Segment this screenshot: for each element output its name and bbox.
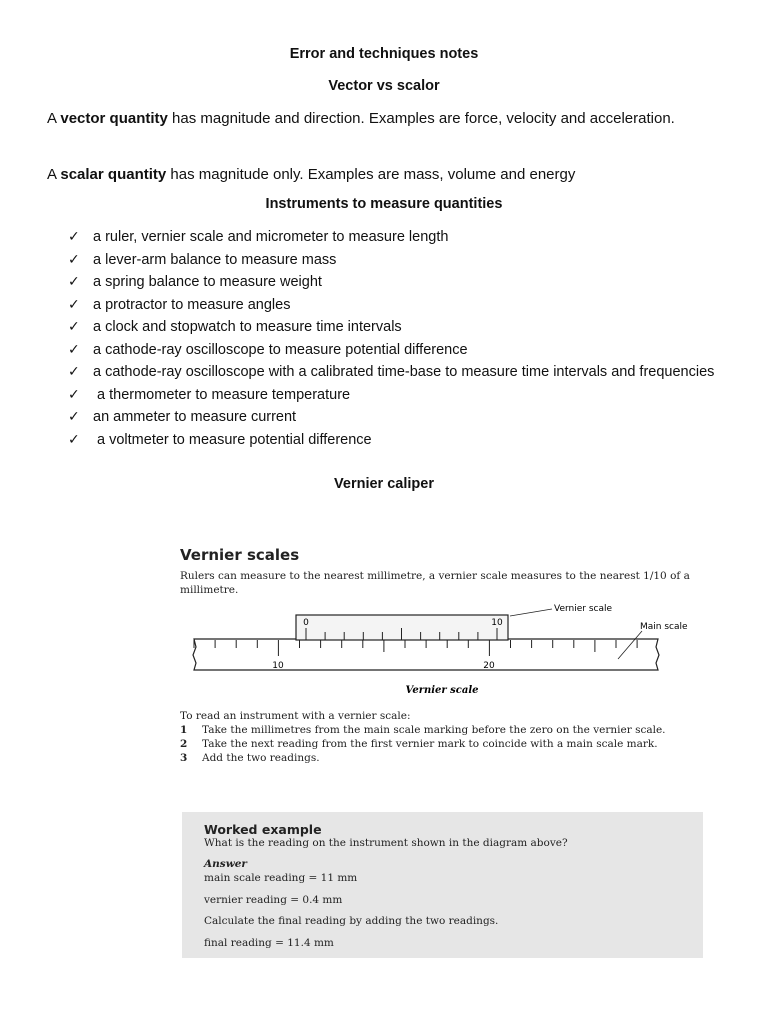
checkmark-icon: ✓ <box>68 251 80 268</box>
step-text: Add the two readings. <box>202 752 320 764</box>
final-reading: final reading = 11.4 mm <box>204 937 334 949</box>
checkmark-icon: ✓ <box>68 431 80 448</box>
worked-example-question: What is the reading on the instrument shown in the diagram above? <box>204 837 568 849</box>
main-scale-reading: main scale reading = 11 mm <box>204 872 358 884</box>
vernier-label-0: 0 <box>303 618 309 628</box>
step-item <box>180 723 710 737</box>
list-item <box>68 271 728 294</box>
section-heading-vernier: Vernier caliper <box>334 476 434 492</box>
checkmark-icon: ✓ <box>68 341 80 358</box>
worked-example-box <box>182 812 703 958</box>
step-number: 1 <box>180 724 188 736</box>
list-item <box>68 361 728 384</box>
list-item-text: a lever-arm balance to measure mass <box>93 251 337 268</box>
checkmark-icon: ✓ <box>68 386 80 403</box>
list-item-text: an ammeter to measure current <box>93 409 297 425</box>
figure-title: Vernier scales <box>180 546 300 564</box>
instrument-list <box>68 226 728 451</box>
list-item <box>68 316 728 339</box>
scalar-description: has magnitude only. Examples are mass, volume and energy <box>166 166 576 183</box>
calculation-instruction: Calculate the final reading by adding the two readings. <box>204 915 499 927</box>
scalar-paragraph <box>47 163 707 186</box>
document-title: Error and techniques notes <box>289 46 479 62</box>
step-text: Take the next reading from the first vernier mark to coincide with a main scale mark. <box>202 738 658 750</box>
section-heading-instruments: Instruments to measure quantities <box>265 196 503 212</box>
step-number: 2 <box>180 738 188 750</box>
diagram-caption: Vernier scale <box>405 685 479 696</box>
vector-paragraph <box>47 107 707 130</box>
list-item <box>68 406 728 429</box>
main-label-20: 20 <box>483 661 495 671</box>
checkmark-icon: ✓ <box>68 364 80 380</box>
list-item-text: a protractor to measure angles <box>93 296 291 313</box>
list-item <box>68 429 728 452</box>
checkmark-icon: ✓ <box>68 229 80 245</box>
step-item <box>180 737 710 751</box>
list-item <box>68 249 728 272</box>
list-item-text: a voltmeter to measure potential difference <box>93 431 372 448</box>
list-item <box>68 339 728 362</box>
list-item-text: a thermometer to measure temperature <box>93 386 351 403</box>
steps-intro: To read an instrument with a vernier scale: <box>180 710 411 722</box>
vernier-label-10: 10 <box>491 618 503 628</box>
step-item <box>180 751 710 765</box>
list-item-text: a clock and stopwatch to measure time intervals <box>93 319 402 335</box>
list-item-text: a cathode-ray oscilloscope with a calibrated time-base to measure time intervals and frequencies <box>93 364 715 380</box>
figure-intro: Rulers can measure to the nearest millimetre, a vernier scale measures to the nearest 1/10 of a millimetre. <box>180 570 690 596</box>
list-item <box>68 294 728 317</box>
scalar-term: scalar quantity <box>60 166 167 183</box>
list-item-text: a ruler, vernier scale and micrometer to measure length <box>93 229 449 245</box>
vernier-diagram <box>180 599 710 703</box>
list-item-text: a spring balance to measure weight <box>93 274 322 290</box>
vernier-figure <box>180 546 710 765</box>
list-item-text: a cathode-ray oscilloscope to measure potential difference <box>93 341 468 358</box>
step-text: Take the millimetres from the main scale marking before the zero on the vernier scale. <box>202 724 666 736</box>
list-item <box>68 226 728 249</box>
steps <box>180 709 710 765</box>
checkmark-icon: ✓ <box>68 296 80 313</box>
section-heading-vector-scalar: Vector vs scalor <box>328 78 440 94</box>
step-number: 3 <box>180 752 188 764</box>
vector-prefix: A <box>47 110 61 127</box>
main-label-10: 10 <box>272 661 284 671</box>
checkmark-icon: ✓ <box>68 319 80 335</box>
vector-term: vector quantity <box>60 110 168 127</box>
worked-example-title: Worked example <box>204 822 322 837</box>
vector-description: has magnitude and direction. Examples are force, velocity and acceleration. <box>167 110 675 127</box>
main-scale-callout: Main scale <box>640 622 688 632</box>
vernier-callout-line <box>510 609 552 616</box>
checkmark-icon: ✓ <box>68 274 80 290</box>
scalar-prefix: A <box>47 166 61 183</box>
checkmark-icon: ✓ <box>68 409 80 425</box>
answer-label: Answer <box>204 858 247 870</box>
vernier-reading: vernier reading = 0.4 mm <box>204 894 343 906</box>
list-item <box>68 384 728 407</box>
vernier-scale-callout: Vernier scale <box>554 604 613 614</box>
